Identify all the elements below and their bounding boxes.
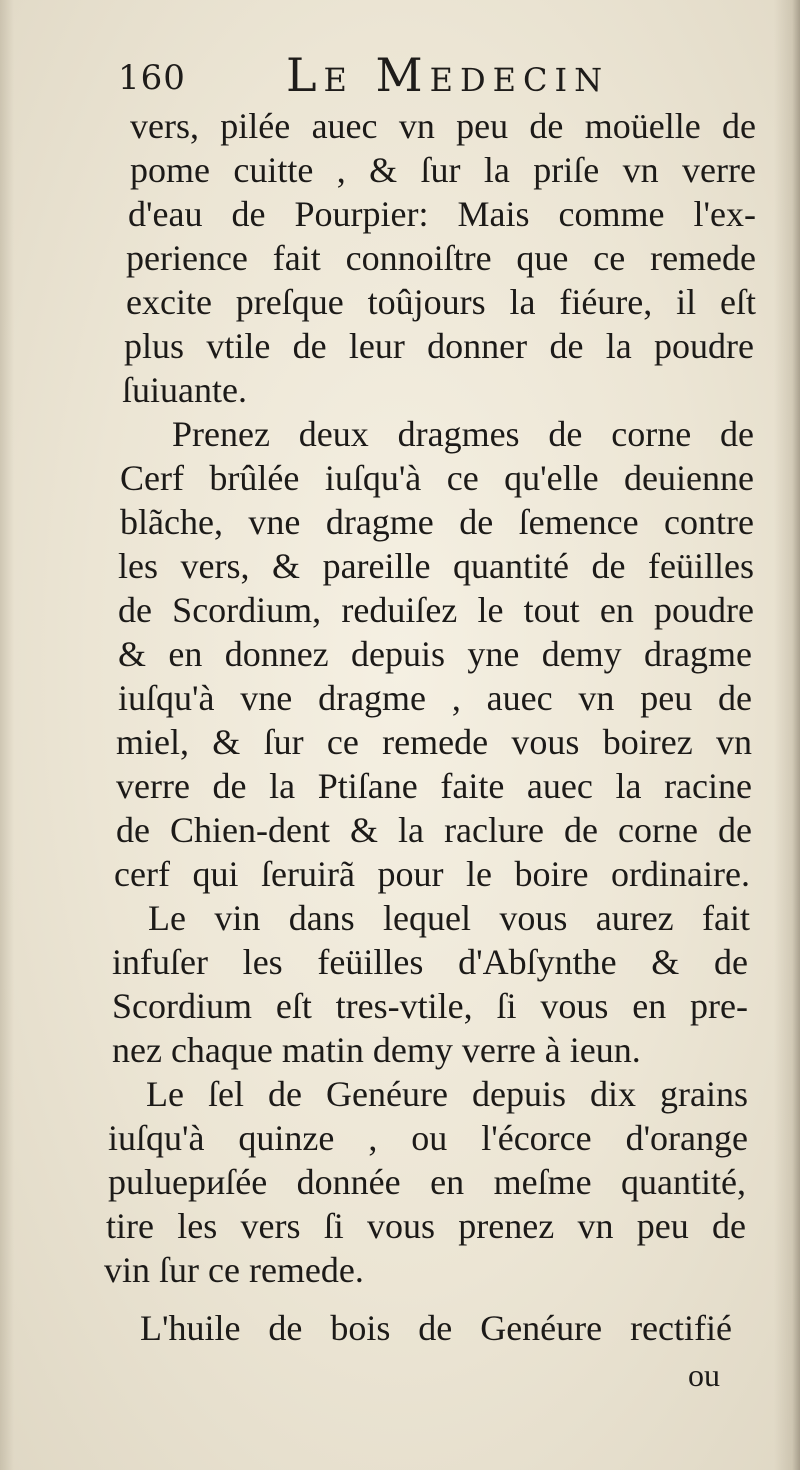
text-line: puluериſée donnée en meſme quantité, xyxy=(108,1162,746,1202)
catchword: ou xyxy=(688,1357,720,1393)
text-line: pome cuitte , & ſur la priſe vn verre xyxy=(130,150,756,190)
text-line: d'eau de Pourpier: Mais comme l'ex- xyxy=(128,194,756,234)
text-line: L'huile de bois de Genéure rectifié xyxy=(140,1308,732,1348)
text-line: tire les vers ſi vous prenez vn peu de xyxy=(106,1206,746,1246)
text-line: miel, & ſur ce remede vous boirez vn xyxy=(116,722,752,762)
running-title: Le Medecin xyxy=(286,48,610,102)
text-line: iuſqu'à quinze , ou l'écorce d'orange xyxy=(108,1118,748,1158)
text-line: cerf qui ſeruirã pour le boire ordinaire. xyxy=(114,854,750,894)
page-number: 160 xyxy=(118,58,186,98)
text-line: & en donnez depuis yne demy dragme xyxy=(118,634,752,674)
text-line: infuſer les feüilles d'Abſynthe & de xyxy=(112,942,748,982)
text-line: excite preſque toûjours la fiéure, il eſt xyxy=(126,282,756,322)
text-line: de Chien-dent & la raclure de corne de xyxy=(116,810,752,850)
text-line: nez chaque matin demy verre à ieun. xyxy=(112,1030,641,1070)
text-line: Le vin dans lequel vous aurez fait xyxy=(148,898,750,938)
text-line: perience fait connoiſtre que ce remede xyxy=(126,238,756,278)
text-line: Le ſel de Genéure depuis dix grains xyxy=(146,1074,748,1114)
text-line: les vers, & pareille quantité de feüilles xyxy=(118,546,754,586)
text-line: Prenez deux dragmes de corne de xyxy=(172,414,754,454)
text-line: verre de la Ptiſane faite auec la racine xyxy=(116,766,752,806)
text-line: vin ſur ce remede. xyxy=(104,1250,364,1290)
text-line: vers, pilée auec vn peu de moüelle de xyxy=(130,106,756,146)
text-line: Scordium eſt tres-vtile, ſi vous en pre- xyxy=(112,986,748,1026)
text-line: ſuiuante. xyxy=(122,370,247,410)
text-line: blãche, vne dragme de ſemence contre xyxy=(120,502,754,542)
text-line: Cerf brûlée iuſqu'à ce qu'elle deuienne xyxy=(120,458,754,498)
text-line: plus vtile de leur donner de la poudre xyxy=(124,326,754,366)
text-line: iuſqu'à vne dragme , auec vn peu de xyxy=(118,678,752,718)
text-line: de Scordium, reduiſez le tout en poudre xyxy=(118,590,754,630)
